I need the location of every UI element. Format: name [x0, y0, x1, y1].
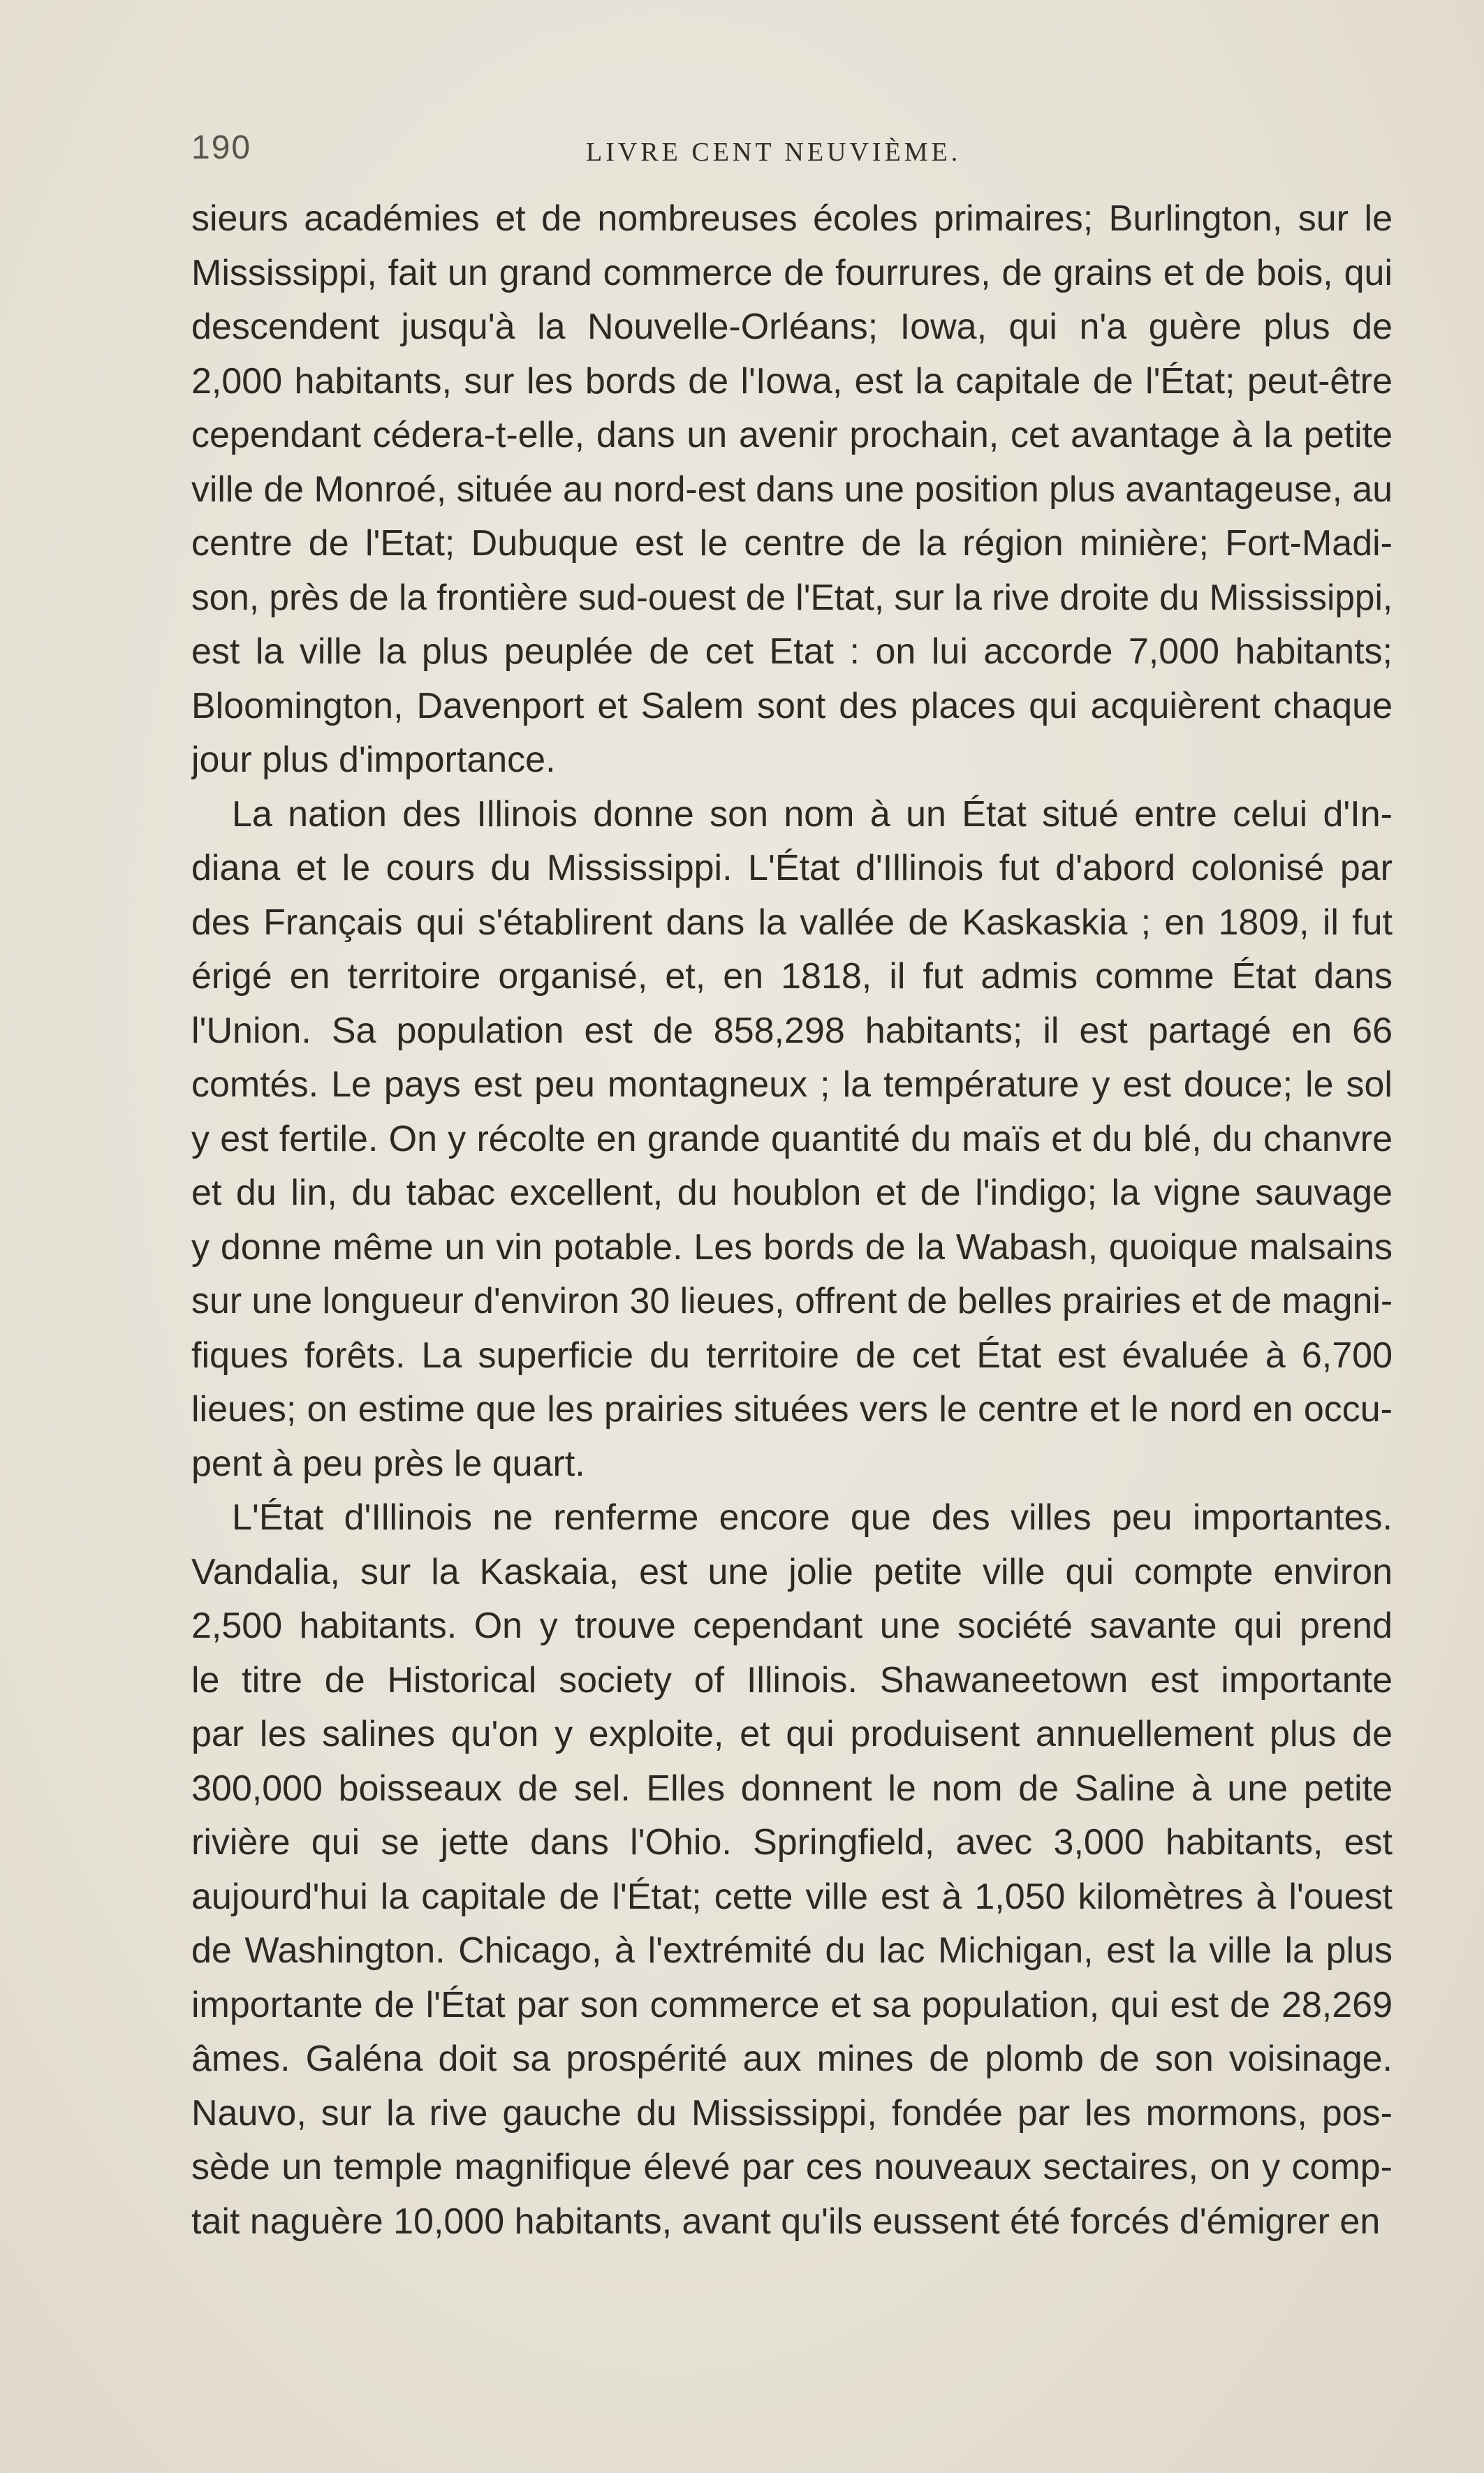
- text-line: 2,500 habitants. On y trouve cependant une société savante qui prend: [191, 1606, 1393, 1646]
- text-line: fiques forêts. La superficie du territoire de cet État est évaluée à 6,700: [191, 1335, 1393, 1376]
- text-line: comtés. Le pays est peu montagneux ; la température y est douce; le sol: [191, 1064, 1393, 1105]
- text-line: de Washington. Chicago, à l'extrémité du lac Michigan, est la ville la plus: [191, 1930, 1393, 1971]
- text-line: y donne même un vin potable. Les bords de la Wabash, quoique malsains: [191, 1226, 1393, 1268]
- text-line: Bloomington, Davenport et Salem sont des places qui acquièrent chaque: [191, 685, 1393, 726]
- paragraph: [191, 788, 1393, 1492]
- text-line: Mississippi, fait un grand commerce de fourrures, de grains et de bois, qui: [191, 252, 1393, 293]
- text-line: son, près de la frontière sud-ouest de l'Etat, sur la rive droite du Mississippi,: [191, 577, 1393, 618]
- text-line: 300,000 boisseaux de sel. Elles donnent le nom de Saline à une petite: [191, 1768, 1393, 1809]
- text-line: lieues; on estime que les prairies situées vers le centre et le nord en occu-: [191, 1389, 1393, 1430]
- paragraph: [191, 192, 1393, 788]
- text-line: y est fertile. On y récolte en grande quantité du maïs et du blé, du chanvre: [191, 1118, 1393, 1159]
- text-line: tait naguère 10,000 habitants, avant qu'ils eussent été forcés d'émigrer en: [191, 2201, 1381, 2242]
- text-line: érigé en territoire organisé, et, en 1818, il fut admis comme État dans: [191, 956, 1393, 997]
- text-line: des Français qui s'établirent dans la vallée de Kaskaskia ; en 1809, il fut: [191, 902, 1393, 943]
- text-line: rivière qui se jette dans l'Ohio. Springfield, avec 3,000 habitants, est: [191, 1822, 1393, 1863]
- page-number: 190: [191, 129, 252, 166]
- text-line: âmes. Galéna doit sa prospérité aux mines de plomb de son voisinage.: [191, 2039, 1393, 2079]
- text-line: centre de l'Etat; Dubuque est le centre de la région minière; Fort-Madi-: [191, 523, 1393, 564]
- text-line: descendent jusqu'à la Nouvelle-Orléans; Iowa, qui n'a guère plus de: [191, 307, 1393, 347]
- text-line: pent à peu près le quart.: [191, 1443, 585, 1484]
- text-line: diana et le cours du Mississippi. L'État d'Illinois fut d'abord colonisé par: [191, 848, 1393, 888]
- text-line: et du lin, du tabac excellent, du houblon et de l'indigo; la vigne sauvage: [191, 1173, 1393, 1213]
- text-line: ville de Monroé, située au nord-est dans une position plus avantageuse, au: [191, 469, 1393, 510]
- text-line: 2,000 habitants, sur les bords de l'Iowa, est la capitale de l'État; peut-être: [191, 360, 1393, 402]
- body-text: [191, 192, 1393, 2249]
- text-line: aujourd'hui la capitale de l'État; cette ville est à 1,050 kilomètres à l'ouest: [191, 1876, 1393, 1917]
- text-line: cependant cédera-t-elle, dans un avenir prochain, cet avantage à la petite: [191, 415, 1393, 455]
- text-line: Vandalia, sur la Kaskaia, est une jolie petite ville qui compte environ: [191, 1551, 1393, 1592]
- text-line: jour plus d'importance.: [191, 740, 556, 780]
- text-line: Nauvo, sur la rive gauche du Mississippi, fondée par les mormons, pos-: [191, 2092, 1393, 2134]
- running-head: [191, 129, 1420, 177]
- paragraph: [191, 1491, 1393, 2249]
- text-line: l'Union. Sa population est de 858,298 habitants; il est partagé en 66: [191, 1010, 1393, 1051]
- text-line: est la ville la plus peuplée de cet Etat : on lui accorde 7,000 habitants;: [191, 631, 1393, 672]
- text-line: L'État d'Illinois ne renferme encore que des villes peu importantes.: [232, 1497, 1393, 1538]
- text-line: par les salines qu'on y exploite, et qui produisent annuellement plus de: [191, 1714, 1393, 1754]
- text-line: sieurs académies et de nombreuses écoles primaires; Burlington, sur le: [191, 198, 1393, 239]
- text-line: sède un temple magnifique élevé par ces nouveaux sectaires, on y comp-: [191, 2147, 1393, 2187]
- text-line: le titre de Historical society of Illinois. Shawaneetown est importante: [191, 1659, 1393, 1701]
- text-line: importante de l'État par son commerce et sa population, qui est de 28,269: [191, 1984, 1393, 2025]
- chapter-title: LIVRE CENT NEUVIÈME.: [586, 138, 962, 167]
- text-line: La nation des Illinois donne son nom à un État situé entre celui d'In-: [232, 793, 1393, 835]
- text-line: sur une longueur d'environ 30 lieues, offrent de belles prairies et de magni-: [191, 1281, 1393, 1321]
